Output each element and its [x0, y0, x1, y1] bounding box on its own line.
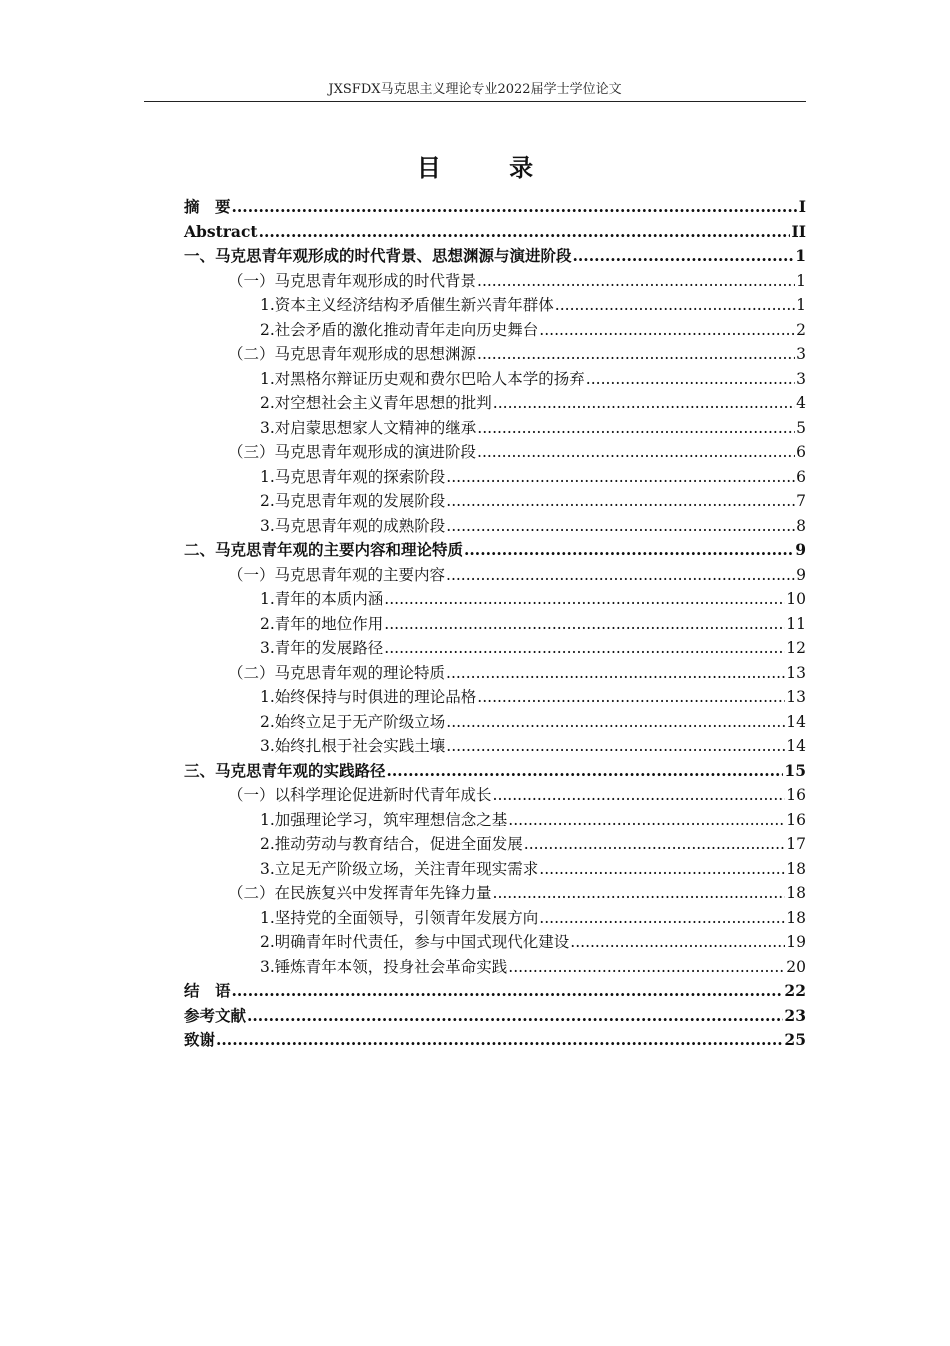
- toc-entry[interactable]: [184, 391, 806, 416]
- toc-entry-label: Abstract: [184, 221, 258, 241]
- toc-page-number: 18: [786, 884, 806, 902]
- toc-entry[interactable]: [184, 783, 806, 808]
- toc-entry[interactable]: [184, 489, 806, 514]
- toc-entry-label: （一）以科学理论促进新时代青年成长: [228, 786, 492, 804]
- toc-dot-leader: [493, 783, 786, 808]
- toc-entry[interactable]: [184, 514, 806, 539]
- toc-page-number: 3: [796, 369, 806, 388]
- toc-page-number: 10: [786, 590, 806, 608]
- toc-entry-label: 三、马克思青年观的实践路径: [184, 760, 386, 780]
- toc-page-number: 1: [796, 296, 806, 314]
- toc-page-number: 9: [796, 565, 806, 584]
- toc-dot-leader: [570, 930, 785, 955]
- toc-dot-leader: [539, 318, 795, 343]
- toc-dot-leader: [384, 587, 785, 612]
- toc-dot-leader: [232, 195, 798, 220]
- toc-page-number: 22: [784, 981, 806, 1000]
- toc-page-number: 18: [786, 859, 806, 878]
- toc-page-number: 6: [796, 443, 806, 461]
- toc-entry-label: 3.立足无产阶级立场，关注青年现实需求: [260, 859, 539, 878]
- toc-dot-leader: [477, 269, 795, 294]
- toc-entry[interactable]: [184, 195, 806, 220]
- toc-entry[interactable]: [184, 906, 806, 931]
- toc-entry-label: 一、马克思青年观形成的时代背景、思想渊源与演进阶段: [184, 246, 572, 265]
- toc-entry[interactable]: [184, 661, 806, 686]
- toc-entry[interactable]: [184, 220, 806, 245]
- toc-page-number: 16: [786, 786, 806, 804]
- toc-entry-label: 3.对启蒙思想家人文精神的继承: [260, 418, 477, 437]
- toc-dot-leader: [477, 416, 795, 441]
- toc-page-number: 7: [796, 492, 806, 510]
- toc-page-number: II: [791, 221, 806, 241]
- toc-entry-label: 摘 要: [184, 197, 231, 216]
- toc-entry[interactable]: [184, 244, 806, 269]
- toc-entry[interactable]: [184, 342, 806, 367]
- toc-dot-leader: [387, 759, 784, 784]
- toc-entry[interactable]: [184, 685, 806, 710]
- toc-entry-label: （二）在民族复兴中发挥青年先锋力量: [228, 884, 492, 902]
- toc-dot-leader: [539, 906, 785, 931]
- toc-entry-label: （二）马克思青年观形成的思想渊源: [228, 345, 477, 363]
- toc-page-number: 14: [786, 712, 806, 731]
- toc-dot-leader: [446, 661, 785, 686]
- toc-entry-label: （二）马克思青年观的理论特质: [228, 663, 446, 682]
- header-divider: [144, 101, 806, 102]
- toc-entry-label: 二、马克思青年观的主要内容和理论特质: [184, 540, 464, 559]
- toc-page-number: 15: [784, 760, 806, 780]
- toc-entry-label: 1.马克思青年观的探索阶段: [260, 467, 446, 486]
- toc-entry[interactable]: [184, 1004, 806, 1029]
- toc-dot-leader: [539, 857, 785, 882]
- toc-page-number: 12: [786, 639, 806, 657]
- toc-page-number: 19: [786, 933, 806, 951]
- toc-entry[interactable]: [184, 367, 806, 392]
- toc-entry[interactable]: [184, 563, 806, 588]
- toc-entry[interactable]: [184, 465, 806, 490]
- toc-entry[interactable]: [184, 440, 806, 465]
- toc-entry-label: 1.加强理论学习，筑牢理想信念之基: [260, 810, 508, 829]
- toc-dot-leader: [464, 538, 794, 563]
- toc-dot-leader: [477, 440, 795, 465]
- toc-entry[interactable]: [184, 857, 806, 882]
- toc-page-number: 1: [796, 271, 806, 290]
- toc-entry[interactable]: [184, 612, 806, 637]
- toc-entry[interactable]: [184, 318, 806, 343]
- toc-entry-label: （三）马克思青年观形成的演进阶段: [228, 443, 477, 461]
- toc-entry-label: 3.马克思青年观的成熟阶段: [260, 516, 446, 535]
- toc-dot-leader: [216, 1028, 783, 1053]
- toc-page-number: 23: [784, 1005, 806, 1025]
- toc-dot-leader: [384, 636, 785, 661]
- toc-entry-label: 2.马克思青年观的发展阶段: [260, 492, 446, 510]
- toc-entry-label: 致谢: [184, 1030, 216, 1049]
- toc-dot-leader: [508, 955, 785, 980]
- toc-entry[interactable]: [184, 710, 806, 735]
- toc-dot-leader: [477, 342, 795, 367]
- toc-entry[interactable]: [184, 808, 806, 833]
- toc-dot-leader: [446, 514, 795, 539]
- toc-entry[interactable]: [184, 587, 806, 612]
- toc-dot-leader: [555, 293, 795, 318]
- toc-entry[interactable]: [184, 734, 806, 759]
- toc-page-number: 14: [786, 737, 806, 755]
- toc-dot-leader: [573, 244, 795, 269]
- toc-entry[interactable]: [184, 955, 806, 980]
- toc-page-number: 8: [796, 516, 806, 535]
- toc-entry[interactable]: [184, 979, 806, 1004]
- toc-dot-leader: [586, 367, 795, 392]
- toc-page-number: 20: [786, 957, 806, 976]
- toc-entry-label: 2.对空想社会主义青年思想的批判: [260, 394, 492, 412]
- toc-entry-label: 1.对黑格尔辩证历史观和费尔巴哈人本学的扬弃: [260, 369, 585, 388]
- toc-page-number: 17: [786, 835, 806, 853]
- toc-page-number: 11: [786, 614, 806, 633]
- toc-page-number: 2: [796, 320, 806, 339]
- toc-entry-label: 1.坚持党的全面领导，引领青年发展方向: [260, 908, 539, 927]
- toc-page-number: 13: [786, 663, 806, 682]
- toc-entry[interactable]: [184, 881, 806, 906]
- toc-entry[interactable]: [184, 832, 806, 857]
- toc-page-number: 5: [796, 418, 806, 437]
- table-of-contents: [184, 195, 806, 1053]
- toc-entry[interactable]: [184, 759, 806, 784]
- toc-dot-leader: [446, 489, 795, 514]
- toc-page-number: 3: [796, 345, 806, 363]
- toc-dot-leader: [477, 685, 785, 710]
- toc-page-number: 9: [795, 540, 806, 559]
- toc-entry-label: 2.社会矛盾的激化推动青年走向历史舞台: [260, 320, 539, 339]
- running-header: JXSFDX马克思主义理论专业2022届学士学位论文: [328, 82, 622, 97]
- toc-page-number: 13: [786, 688, 806, 706]
- toc-entry[interactable]: [184, 293, 806, 318]
- toc-entry-label: 3.青年的发展路径: [260, 639, 384, 657]
- toc-page-number: 4: [796, 394, 806, 412]
- toc-dot-leader: [259, 220, 791, 245]
- toc-entry[interactable]: [184, 636, 806, 661]
- toc-dot-leader: [232, 979, 784, 1004]
- toc-entry[interactable]: [184, 269, 806, 294]
- toc-entry-label: 1.始终保持与时俱进的理论品格: [260, 688, 477, 706]
- toc-entry-label: 2.明确青年时代责任，参与中国式现代化建设: [260, 933, 570, 951]
- toc-title: 目 录: [416, 153, 564, 182]
- toc-dot-leader: [446, 563, 795, 588]
- toc-dot-leader: [384, 612, 785, 637]
- toc-entry-label: 2.青年的地位作用: [260, 614, 384, 633]
- toc-dot-leader: [446, 465, 795, 490]
- toc-entry-label: 2.推动劳动与教育结合，促进全面发展: [260, 835, 523, 853]
- toc-page-number: I: [798, 197, 806, 216]
- toc-entry[interactable]: [184, 930, 806, 955]
- toc-dot-leader: [446, 734, 785, 759]
- toc-dot-leader: [493, 391, 795, 416]
- toc-entry-label: 3.锤炼青年本领，投身社会革命实践: [260, 957, 508, 976]
- toc-dot-leader: [508, 808, 785, 833]
- toc-entry-label: （一）马克思青年观的主要内容: [228, 565, 446, 584]
- toc-page-number: 6: [796, 467, 806, 486]
- toc-page-number: 25: [784, 1030, 806, 1049]
- toc-dot-leader: [524, 832, 785, 857]
- toc-entry-label: 1.资本主义经济结构矛盾催生新兴青年群体: [260, 296, 554, 314]
- toc-entry-label: 参考文献: [184, 1005, 247, 1025]
- toc-entry-label: 3.始终扎根于社会实践土壤: [260, 737, 446, 755]
- toc-entry-label: 1.青年的本质内涵: [260, 590, 384, 608]
- toc-entry-label: （一）马克思青年观形成的时代背景: [228, 271, 477, 290]
- toc-entry[interactable]: [184, 538, 806, 563]
- toc-entry[interactable]: [184, 416, 806, 441]
- toc-entry-label: 结 语: [184, 981, 231, 1000]
- toc-page-number: 16: [786, 810, 806, 829]
- toc-page-number: 18: [786, 908, 806, 927]
- toc-entry[interactable]: [184, 1028, 806, 1053]
- toc-dot-leader: [247, 1004, 783, 1029]
- toc-entry-label: 2.始终立足于无产阶级立场: [260, 712, 446, 731]
- toc-dot-leader: [446, 710, 785, 735]
- toc-dot-leader: [493, 881, 786, 906]
- toc-page-number: 1: [795, 246, 806, 265]
